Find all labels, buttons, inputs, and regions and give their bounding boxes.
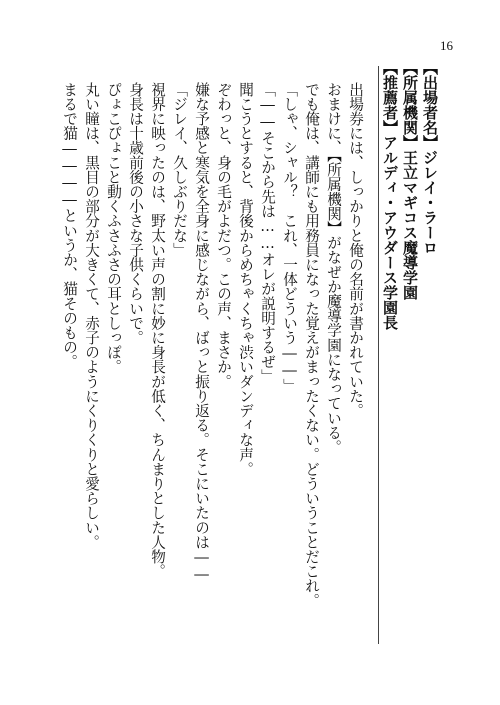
body-line: 身長は十歳前後の小さな子供くらいで。 [127, 82, 144, 345]
body-text [62, 82, 366, 672]
body-line: ぴょこぴょこと動くふさふさの耳としっぽ。 [105, 82, 122, 374]
body-line: 「しゃ、シャル？ これ、一体どういう――」 [281, 82, 298, 394]
body-line: 丸い瞳は、黒目の部分が大きくて、赤子のようにくりくりと愛らしい。 [83, 82, 100, 550]
body-line: ぞわっと、身の毛がよだつ。この声、まさか。 [215, 82, 232, 389]
section-divider [378, 66, 379, 644]
body-line: 聞こうとすると、背後からめちゃくちゃ渋いダンディな声。 [237, 82, 254, 477]
body-line: 「ジレイ、久しぶりだな」 [171, 82, 188, 258]
page-number: 16 [440, 38, 453, 53]
body-line: でも俺は、講師にも用務員になった覚えがまったくない。どういうことだこれ。 [303, 82, 320, 608]
body-line: 視界に映ったのは、野太い声の割に妙に身長が低く、ちんまりとした人物。 [149, 82, 166, 579]
body-line: まるで猫――――というか、猫そのもの。 [61, 82, 78, 369]
body-line: おまけに、【所属機関】がなぜか魔導学園になっている。 [325, 82, 342, 455]
entry-recommender-line: 【推薦者】アルディ・アウダース学園長 [381, 60, 399, 330]
body-line: 嫌な予感と寒気を全身に感じながら、ばっと振り返る。そこにいたのは―― [193, 82, 210, 584]
body-line: 「――そこから先は……オレが説明するぜ」 [259, 82, 276, 384]
entry-affiliation-line: 【所属機関】王立マギコス魔導学園 [401, 60, 419, 300]
entry-name-line: 【出場者名】ジレイ・ラーロ [421, 60, 439, 255]
entry-info-block [380, 60, 440, 640]
body-line: 出場券には、しっかりと俺の名前が書かれていた。 [347, 82, 364, 418]
